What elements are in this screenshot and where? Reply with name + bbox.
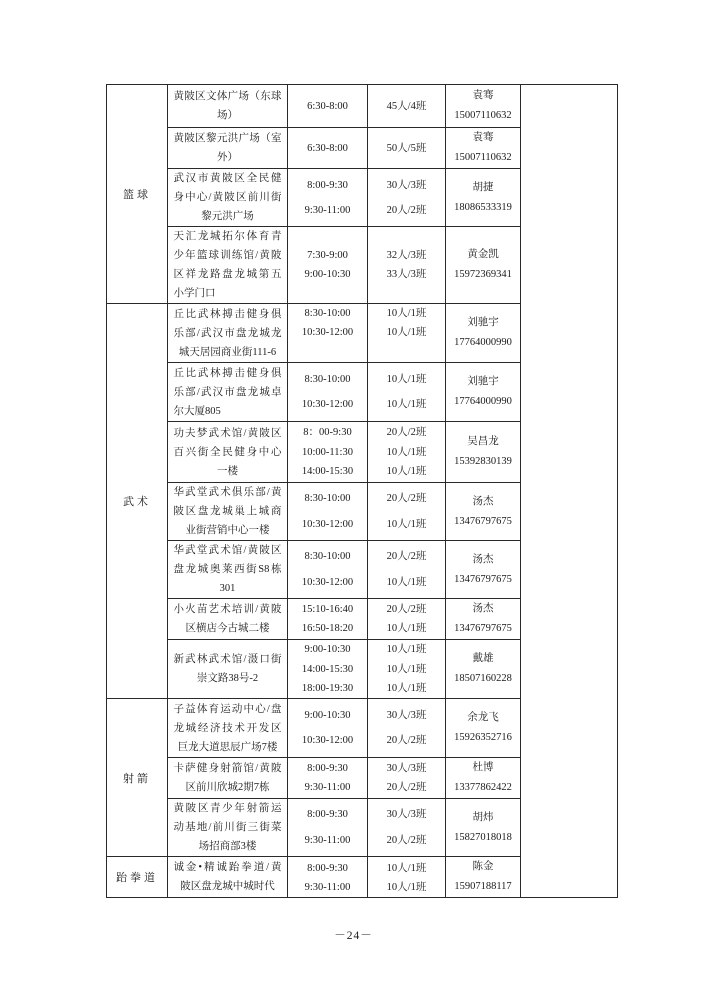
venue-cell [168,758,288,799]
contact-cell [446,799,521,857]
capacity-value: 10人/1班 [386,682,427,694]
capacity-value: 10人/1班 [386,644,427,656]
contact-cell [446,169,521,227]
contact-name: 胡捷 [472,181,494,193]
contact-name: 刘驰宇 [467,376,499,387]
capacity-cell [368,857,446,898]
time-slot: 10:00-11:30 [302,446,353,458]
capacity-cell [368,799,446,857]
capacity-cell [368,758,446,799]
capacity-cell [368,422,446,483]
venue-line: 乐部/武汉市盘龙城卓 [173,386,282,398]
venue-line: 黄陂区黎元洪广场（室 [173,133,282,144]
capacity-value: 20人/2班 [386,204,427,216]
venue-line: 区祥龙路盘龙城第五 [173,269,282,280]
contact-cell [446,304,521,363]
time-cell [288,422,368,483]
venue-cell [168,599,288,640]
capacity-value: 10人/1班 [386,881,427,893]
venue-cell [168,799,288,857]
contact-cell [446,541,521,599]
time-slot: 8：00-9:30 [303,426,352,438]
capacity-value: 32人/3班 [386,250,427,261]
time-slot: 16:50-18:20 [301,623,354,635]
contact-cell [446,758,521,799]
contact-name: 汤杰 [472,553,494,565]
contact-cell [446,227,521,304]
capacity-value: 20人/2班 [386,735,427,747]
time-slot: 8:00-9:30 [307,862,348,874]
capacity-value: 10人/1班 [386,663,427,675]
contact-name: 戴雄 [472,653,494,664]
time-slot: 15:10-16:40 [301,603,354,615]
capacity-value: 10人/1班 [386,373,427,385]
capacity-cell [368,599,446,640]
venue-line: 城天居园商业街111-6 [178,346,277,358]
time-slot: 8:00-9:30 [307,762,348,774]
venue-line: 功夫梦武术馆/黄陂区 [173,427,282,439]
venue-line: 百兴街全民健身中心 [173,446,282,458]
time-cell [288,169,368,227]
contact-phone: 13476797675 [454,515,512,527]
venue-line: 场） [217,110,238,121]
contact-name: 刘驰宇 [467,317,499,328]
time-cell [288,227,368,304]
time-slot: 9:30-11:00 [304,881,351,893]
capacity-cell [368,541,446,599]
capacity-cell [368,169,446,227]
capacity-value: 10人/1班 [386,308,427,319]
venue-line: 华武堂武术俱乐部/黄 [173,487,282,498]
contact-phone: 18086533319 [454,201,512,213]
venue-line: 子益体育运动中心/盘 [173,703,282,715]
contact-phone: 15907188117 [454,881,512,892]
sport-name: 跆拳道 [116,872,158,884]
time-cell [288,128,368,169]
venue-line: 动基地/前川街三街菜 [173,822,282,833]
contact-cell [446,699,521,758]
capacity-cell [368,128,446,169]
contact-cell [446,422,521,483]
time-cell [288,363,368,422]
capacity-cell [368,699,446,758]
venue-line: 崇文路38号-2 [196,673,259,684]
sport-name: 武术 [123,496,151,508]
time-slot: 14:00-15:30 [301,663,354,675]
contact-cell [446,363,521,422]
time-slot: 8:00-9:30 [307,809,348,821]
venue-line: 陂区盘龙城中城时代 [180,881,275,892]
venue-cell [168,699,288,758]
capacity-value: 10人/1班 [386,327,427,338]
venue-line: 小学门口 [173,288,216,299]
capacity-value: 30人/3班 [386,762,427,774]
venue-line: 尔大厦805 [173,405,221,417]
contact-name: 袁骞 [472,90,494,101]
contact-phone: 18507160228 [454,673,512,684]
time-slot: 9:00-10:30 [304,709,351,721]
contact-phone: 13377862422 [454,782,512,793]
time-cell [288,483,368,541]
venue-line: 身中心/黄陂区前川街 [173,192,282,203]
sport-name: 射箭 [123,772,151,785]
venue-line: 小火苗艺术培训/黄陂 [173,604,282,615]
capacity-cell [368,363,446,422]
venue-line: 龙城经济技术开发区 [173,722,282,734]
page-number: －24－ [334,930,373,942]
venue-line: 陂区盘龙城巢上城商 [173,506,282,517]
venue-cell [168,541,288,599]
contact-name: 汤杰 [472,603,494,614]
time-slot: 6:30-8:00 [307,142,348,154]
contact-phone: 15007110632 [454,152,512,163]
venue-cell [168,857,288,898]
contact-name: 汤杰 [472,495,494,507]
sport-cell [107,699,168,857]
venue-cell [168,422,288,483]
contact-cell [446,640,521,699]
time-slot: 8:30-10:00 [304,551,351,563]
capacity-value: 30人/3班 [386,709,427,721]
capacity-value: 10人/1班 [386,399,427,411]
time-slot: 10:30-12:00 [301,399,354,411]
venue-line: 区前川欣城2期7栋 [185,782,270,793]
table-body [107,85,618,898]
venue-line: 少年篮球训练馆/黄陂 [173,250,282,261]
capacity-value: 30人/3班 [386,179,427,191]
venue-line: 诚金•精诚跆拳道/黄 [173,862,282,873]
time-cell [288,699,368,758]
capacity-value: 10人/1班 [386,466,427,478]
capacity-value: 33人/3班 [386,269,427,280]
time-cell [288,857,368,898]
time-cell [288,640,368,699]
venue-line: 巨龙大道思辰广场7楼 [177,741,278,753]
contact-phone: 15007110632 [454,110,512,121]
contact-phone: 15926352716 [454,732,512,743]
time-cell [288,758,368,799]
venue-cell [168,363,288,422]
capacity-cell [368,227,446,304]
contact-name: 黄金凯 [467,249,499,260]
time-cell [288,541,368,599]
venue-cell [168,483,288,541]
venue-line: 丘比武林搏击健身俱 [173,367,282,379]
venue-cell [168,640,288,699]
contact-phone: 13476797675 [454,623,512,634]
contact-name: 杜博 [472,762,494,773]
time-slot: 8:30-10:00 [304,308,351,319]
contact-phone: 15827018018 [454,831,512,843]
time-slot: 10:30-12:00 [301,735,354,747]
time-slot: 7:30-9:00 [307,250,348,261]
sport-cell [107,304,168,699]
venue-line: 业街营销中心一楼 [185,525,270,536]
capacity-value: 10人/1班 [386,623,427,635]
capacity-cell [368,640,446,699]
venue-cell [168,128,288,169]
contact-name: 袁骞 [472,132,494,143]
contact-name: 余龙飞 [467,712,499,723]
contact-name: 胡炜 [472,811,494,823]
capacity-cell [368,304,446,363]
venue-line: 华武堂武术馆/黄陂区 [173,545,282,556]
venue-cell [168,169,288,227]
contact-cell [446,599,521,640]
contact-cell [446,128,521,169]
contact-phone: 15972369341 [454,269,512,280]
capacity-value: 20人/2班 [386,603,427,615]
contact-name: 陈金 [472,861,494,872]
capacity-value: 20人/2班 [386,834,427,846]
table-row [107,85,618,128]
time-slot: 8:00-9:30 [307,179,348,191]
time-slot: 6:30-8:00 [307,100,348,112]
sport-name: 篮球 [123,189,151,201]
venue-cell [168,227,288,304]
remarks-cell [521,85,618,898]
time-slot: 9:30-11:00 [304,204,351,216]
capacity-value: 45人/4班 [386,100,427,112]
capacity-value: 20人/2班 [386,551,427,563]
time-slot: 8:30-10:00 [304,493,351,505]
capacity-value: 10人/1班 [386,518,427,530]
sport-cell [107,857,168,898]
time-slot: 10:30-12:00 [301,518,354,530]
venue-cell [168,85,288,128]
time-slot: 10:30-12:00 [301,576,354,588]
contact-phone: 17764000990 [454,337,512,348]
venue-line: 301 [219,583,236,594]
contact-cell [446,85,521,128]
venue-line: 黎元洪广场 [201,211,254,222]
time-cell [288,304,368,363]
time-slot: 14:00-15:30 [301,466,354,478]
time-cell [288,799,368,857]
venue-line: 黄陂区文体广场（东球 [173,91,282,102]
sport-cell [107,85,168,304]
venue-line: 黄陂区青少年射箭运 [173,803,282,814]
capacity-value: 10人/1班 [386,446,427,458]
venue-line: 天汇龙城拓尔体育青 [173,231,282,242]
venue-line: 武汉市黄陂区全民健 [173,173,282,184]
venue-table [106,84,618,898]
venue-line: 乐部/武汉市盘龙城龙 [173,327,282,339]
venue-line: 新武林武术馆/滠口街 [173,654,282,665]
venue-line: 外） [217,152,238,163]
time-slot: 10:30-12:00 [301,327,354,338]
capacity-value: 20人/2班 [386,782,427,794]
capacity-value: 10人/1班 [386,862,427,874]
contact-name: 吴昌龙 [467,436,499,447]
venue-cell [168,304,288,363]
contact-phone: 17764000990 [454,396,512,407]
capacity-value: 20人/2班 [386,493,427,505]
capacity-value: 20人/2班 [386,426,427,438]
capacity-cell [368,483,446,541]
capacity-cell [368,85,446,128]
venue-line: 卡萨健身射箭馆/黄陂 [173,763,282,774]
venue-line: 场招商部3楼 [198,841,257,852]
time-slot: 9:30-11:00 [304,834,351,846]
time-cell [288,599,368,640]
time-slot: 8:30-10:00 [304,373,351,385]
venue-line: 一楼 [217,465,238,477]
venue-line: 丘比武林搏击健身俱 [173,308,282,320]
contact-phone: 15392830139 [454,456,512,467]
venue-line: 区横店今古城二楼 [185,623,270,634]
venue-line: 盘龙城奥莱西街S8栋 [173,564,282,575]
time-slot: 18:00-19:30 [301,682,354,694]
time-slot: 9:00-10:30 [304,644,351,656]
capacity-value: 50人/5班 [386,142,427,154]
contact-cell [446,857,521,898]
contact-cell [446,483,521,541]
capacity-value: 10人/1班 [386,576,427,588]
time-slot: 9:30-11:00 [304,782,351,794]
time-cell [288,85,368,128]
contact-phone: 13476797675 [454,573,512,585]
time-slot: 9:00-10:30 [304,269,351,280]
capacity-value: 30人/3班 [386,809,427,821]
